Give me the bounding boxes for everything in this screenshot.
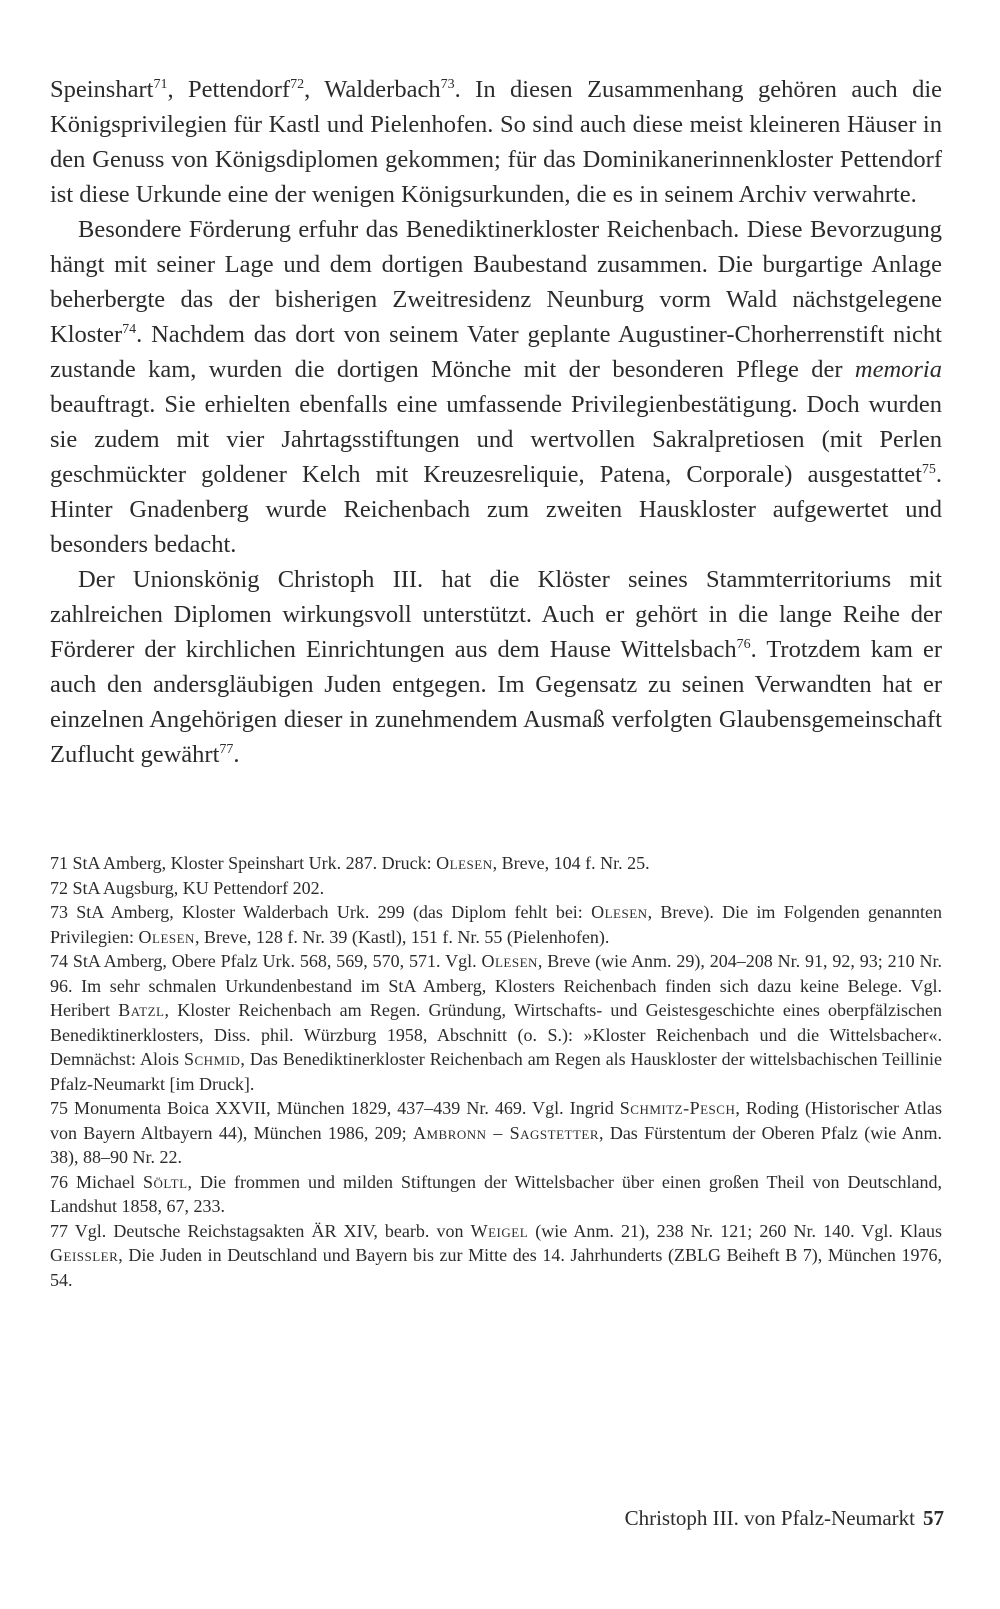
text-run: Der Unionskönig Christoph III. hat die Klöster seines Stammterritoriums mit zahlreichen Diplomen wirkungsvoll unterstützt. Auch er gehört in die lange Reihe der Förderer der kirchlichen Einrichtungen aus dem Hause Wittelsbach xyxy=(50,566,942,663)
footnote-72 xyxy=(50,876,942,901)
footnote-ref-76[interactable]: 76 xyxy=(736,637,751,652)
text-run: , Breve, 104 f. Nr. 25. xyxy=(492,853,650,873)
footnote-73 xyxy=(50,900,942,949)
footnote-ref-75[interactable]: 75 xyxy=(921,462,936,477)
footnote-ref-77[interactable]: 77 xyxy=(219,742,234,757)
footnote-ref-71[interactable]: 71 xyxy=(153,77,168,92)
text-run: , Breve, 128 f. Nr. 39 (Kastl), 151 f. Nr. 55 (Pielenhofen). xyxy=(194,926,610,947)
text-run: 71 StA Amberg, Kloster Speinshart Urk. 287. Druck: xyxy=(50,853,437,873)
text-run: 75 Monumenta Boica XXVII, München 1829, 437–439 Nr. 469. Vgl. Ingrid xyxy=(50,1098,620,1118)
main-text xyxy=(50,72,942,772)
running-title: Christoph III. von Pfalz-Neumarkt xyxy=(624,1506,915,1530)
footnote-76 xyxy=(50,1170,942,1219)
author-name: Geissler xyxy=(50,1245,119,1265)
author-name: Olesen xyxy=(138,926,195,947)
author-name: Batzl xyxy=(118,1000,165,1020)
author-name: Schmitz-Pesch xyxy=(619,1098,736,1118)
text-run: . xyxy=(233,741,240,768)
text-run: , Das Benediktinerkloster Reichenbach am Regen als Hauskloster der wittelsbachischen Teillinie Pfalz-Neumarkt [im Druck]. xyxy=(50,1049,942,1094)
text-run: , Kloster Reichenbach am Regen. Gründung, Wirtschafts- und Geistesgeschichte eines oberpfälzischen Benediktinerklosters, Diss. phil. Würzburg 1958, Abschnitt (o. S.): »Kloster Reichenbach und die Wittelsbacher«. Demnächst: Alois xyxy=(50,1000,942,1069)
paragraph-2 xyxy=(50,212,942,562)
author-name: Ambronn – Sagstetter xyxy=(412,1122,600,1143)
text-run: 77 Vgl. Deutsche Reichstagsakten ÄR XIV, bearb. von xyxy=(50,1220,471,1241)
text-run: , Roding (Historischer Atlas von Bayern Altbayern 44), München 1986, 209; xyxy=(50,1098,943,1143)
text-run: , Pettendorf xyxy=(167,76,291,103)
footnote-77 xyxy=(50,1219,942,1293)
text-run: , Die Juden in Deutschland und Bayern bis zur Mitte des 14. Jahrhunderts (ZBLG Beiheft B 7), München 1976, 54. xyxy=(50,1245,942,1290)
footnote-ref-73[interactable]: 73 xyxy=(440,77,455,92)
text-run: 72 StA Augsburg, KU Pettendorf 202. xyxy=(50,877,325,898)
text-run: (wie Anm. 21), 238 Nr. 121; 260 Nr. 140. Vgl. Klaus xyxy=(528,1220,942,1241)
text-run: . Nachdem das dort von seinem Vater geplante Augustiner-Chorherrenstift nicht zustande kam, wurden die dortigen Mönche mit der besonderen Pflege der xyxy=(50,321,942,383)
author-name: Olesen xyxy=(591,902,648,922)
page-number: 57 xyxy=(923,1506,944,1530)
text-run: , Das Fürstentum der Oberen Pfalz (wie Anm. 38), 88–90 Nr. 22. xyxy=(50,1122,942,1167)
text-run: 74 StA Amberg, Obere Pfalz Urk. 568, 569, 570, 571. Vgl. xyxy=(50,951,482,971)
text-run: , Breve). Die im Folgenden genannten Privilegien: xyxy=(50,902,942,947)
author-name: Olesen xyxy=(481,951,538,971)
text-run: . Hinter Gnadenberg wurde Reichenbach zum zweiten Hauskloster aufgewertet und besonders bedacht. xyxy=(50,461,942,558)
italic-term: memoria xyxy=(854,356,942,383)
author-name: Schmid xyxy=(183,1049,241,1069)
text-run: , Walderbach xyxy=(304,76,441,103)
text-run: . In diesen Zusammenhang gehören auch die Königsprivilegien für Kastl und Pielenhofen. So sind auch diese meist kleineren Häuser in den Genuss von Königsdiplomen gekommen; für das Dominikanerinnenkloster Pettendorf ist diese Urkunde eine der wenigen Königsurkunden, die es in seinem Archiv verwahrte. xyxy=(50,76,942,208)
text-run: 73 StA Amberg, Kloster Walderbach Urk. 299 (das Diplom fehlt bei: xyxy=(50,902,592,922)
text-run: Besondere Förderung erfuhr das Benediktinerkloster Reichenbach. Diese Bevorzugung hängt mit seiner Lage und dem dortigen Baubestand zusammen. Die burgartige Anlage beherbergte das der bisherigen Zweitresidenz Neunburg vorm Wald nächstgelegene Kloster xyxy=(50,216,942,348)
author-name: Weigel xyxy=(470,1220,529,1241)
footnote-ref-74[interactable]: 74 xyxy=(122,322,137,337)
paragraph-1 xyxy=(50,72,942,212)
footnotes xyxy=(50,851,942,1292)
author-name: Olesen xyxy=(436,853,493,873)
footnote-74 xyxy=(50,949,942,1096)
text-run: beauftragt. Sie erhielten ebenfalls eine umfassende Privilegienbestätigung. Doch wurden sie zudem mit vier Jahrtagsstiftungen und wertvollen Sakralpretiosen (mit Perlen geschmückter goldener Kelch mit Kreuzesreliquie, Patena, Corporale) ausgestattet xyxy=(50,391,942,488)
text-run: . Trotzdem kam er auch den andersgläubigen Juden entgegen. Im Gegensatz zu seinen Verwandten hat er einzelnen Angehörigen dieser in zunehmendem Ausmaß verfolgten Glaubensgemeinschaft Zuflucht gewährt xyxy=(50,636,942,768)
footnote-75 xyxy=(50,1096,942,1170)
author-name: Söltl xyxy=(142,1171,188,1192)
running-footer xyxy=(625,1506,944,1531)
text-run: , Die frommen und milden Stiftungen der Wittelsbacher über einen großen Theil von Deutschland, Landshut 1858, 67, 233. xyxy=(50,1171,942,1216)
footnote-ref-72[interactable]: 72 xyxy=(290,77,305,92)
footnote-71 xyxy=(50,851,942,876)
text-run: 76 Michael xyxy=(50,1171,143,1192)
text-run: , Breve (wie Anm. 29), 204–208 Nr. 91, 92, 93; 210 Nr. 96. Im sehr schmalen Urkundenbestand im StA Amberg, Klosters Reichenbach finden sich dazu keine Belege. Vgl. Heribert xyxy=(50,951,943,1020)
paragraph-3 xyxy=(50,562,942,772)
text-run: Speinshart xyxy=(50,76,154,103)
